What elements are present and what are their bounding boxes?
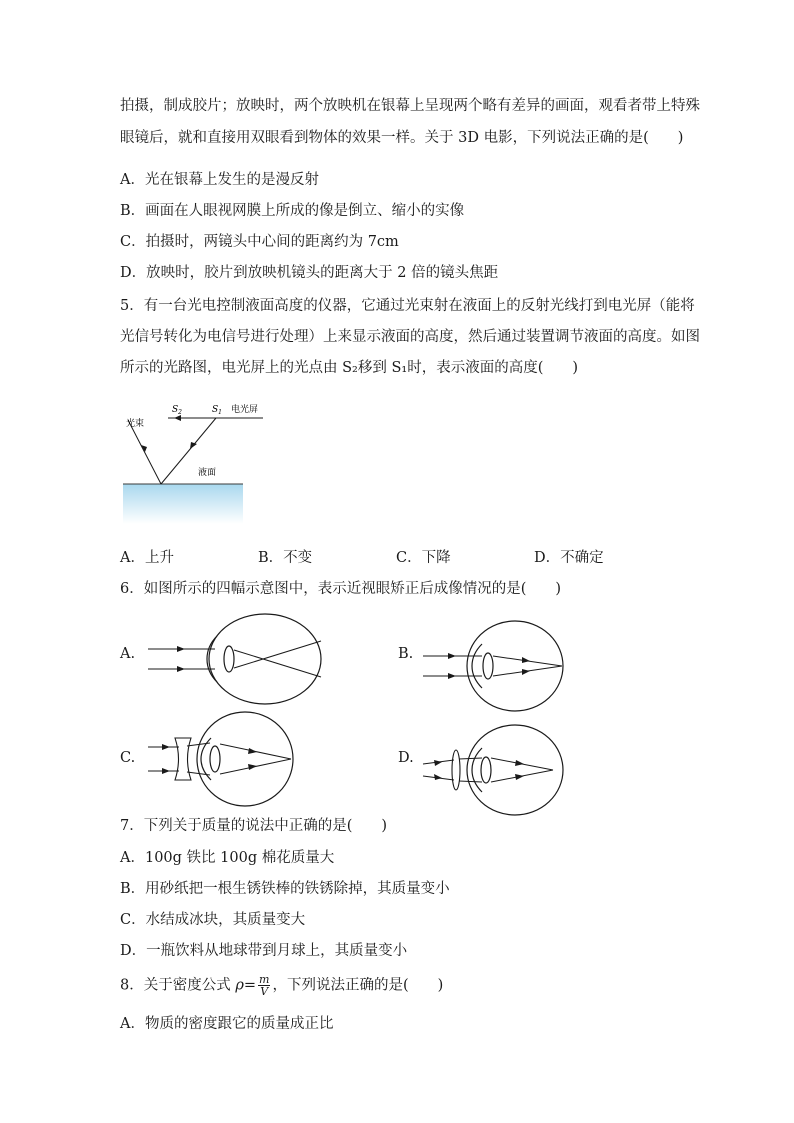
q6-label-d: D. — [398, 750, 414, 766]
q6-label-a: A. — [120, 646, 136, 662]
q5-option-a: A．上升 — [120, 550, 174, 566]
q4-option-a: A．光在银幕上发生的是漫反射 — [120, 172, 319, 188]
q4-option-c: C．拍摄时，两镜头中心间的距离约为 7cm — [120, 234, 399, 250]
q8-stem-suffix: ，下列说法正确的是( ) — [272, 977, 444, 994]
surface-label: 液面 — [198, 468, 217, 478]
concave-lens-icon — [175, 738, 191, 780]
fraction-numerator: m — [259, 973, 270, 986]
q4-option-b: B．画面在人眼视网膜上所成的像是倒立、缩小的实像 — [120, 203, 465, 219]
q5-stem-line-2: 光信号转化为电信号进行处理）上来显示液面的高度，然后通过装置调节液面的高度。如图 — [120, 329, 700, 345]
q8-stem-prefix: 8．关于密度公式 — [120, 977, 236, 994]
liquid-body — [123, 484, 243, 524]
s2-label: $S_2$ — [172, 405, 182, 416]
fraction-denominator: V — [260, 985, 269, 998]
q5-option-d: D．不确定 — [534, 550, 604, 566]
density-symbol: ρ= — [235, 977, 257, 994]
q6-label-b: B. — [398, 646, 414, 662]
incident-ray — [128, 420, 161, 484]
q5-stem-line-1: 5．有一台光电控制液面高度的仪器，它通过光束射在液面上的反射光线打到电光屏（能将 — [120, 298, 695, 314]
q6-eye-diagram-d — [420, 722, 570, 817]
q6-label-c: C. — [120, 750, 136, 766]
beam-label: 光束 — [126, 419, 145, 429]
q7-option-a: A．100g 铁比 100g 棉花质量大 — [120, 850, 335, 866]
screen-label: 电光屏 — [231, 405, 259, 415]
q5-option-c: C．下降 — [396, 550, 451, 566]
convex-lens-icon — [452, 750, 460, 790]
q8-stem — [120, 974, 443, 997]
q5-reflection-diagram — [118, 398, 268, 528]
q7-option-d: D．一瓶饮料从地球带到月球上，其质量变小 — [120, 943, 408, 959]
q7-option-b: B．用砂纸把一根生锈铁棒的铁锈除掉，其质量变小 — [120, 881, 450, 897]
q7-option-c: C．水结成冰块，其质量变大 — [120, 912, 306, 928]
q6-stem: 6．如图所示的四幅示意图中，表示近视眼矫正后成像情况的是( ) — [120, 581, 562, 597]
q5-option-b: B．不变 — [258, 550, 313, 566]
intro-line-1: 拍摄，制成胶片；放映时，两个放映机在银幕上呈现两个略有差异的画面，观看者带上特殊 — [120, 98, 700, 114]
q6-eye-diagram-a — [145, 612, 325, 707]
q8-option-a: A．物质的密度跟它的质量成正比 — [120, 1016, 334, 1032]
reflected-arrow-icon — [190, 442, 197, 449]
q6-eye-diagram-c — [145, 710, 295, 810]
q7-stem: 7．下列关于质量的说法中正确的是( ) — [120, 818, 388, 834]
intro-line-2: 眼镜后，就和直接用双眼看到物体的效果一样。关于 3D 电影，下列说法正确的是( ) — [120, 130, 684, 146]
q4-option-d: D．放映时，胶片到放映机镜头的距离大于 2 倍的镜头焦距 — [120, 265, 499, 281]
q6-eye-diagram-b — [420, 618, 570, 713]
s1-label: $S_1$ — [212, 405, 222, 416]
q5-stem-line-3: 所示的光路图，电光屏上的光点由 S₂移到 S₁时，表示液面的高度( ) — [120, 360, 579, 376]
density-fraction — [258, 974, 270, 997]
